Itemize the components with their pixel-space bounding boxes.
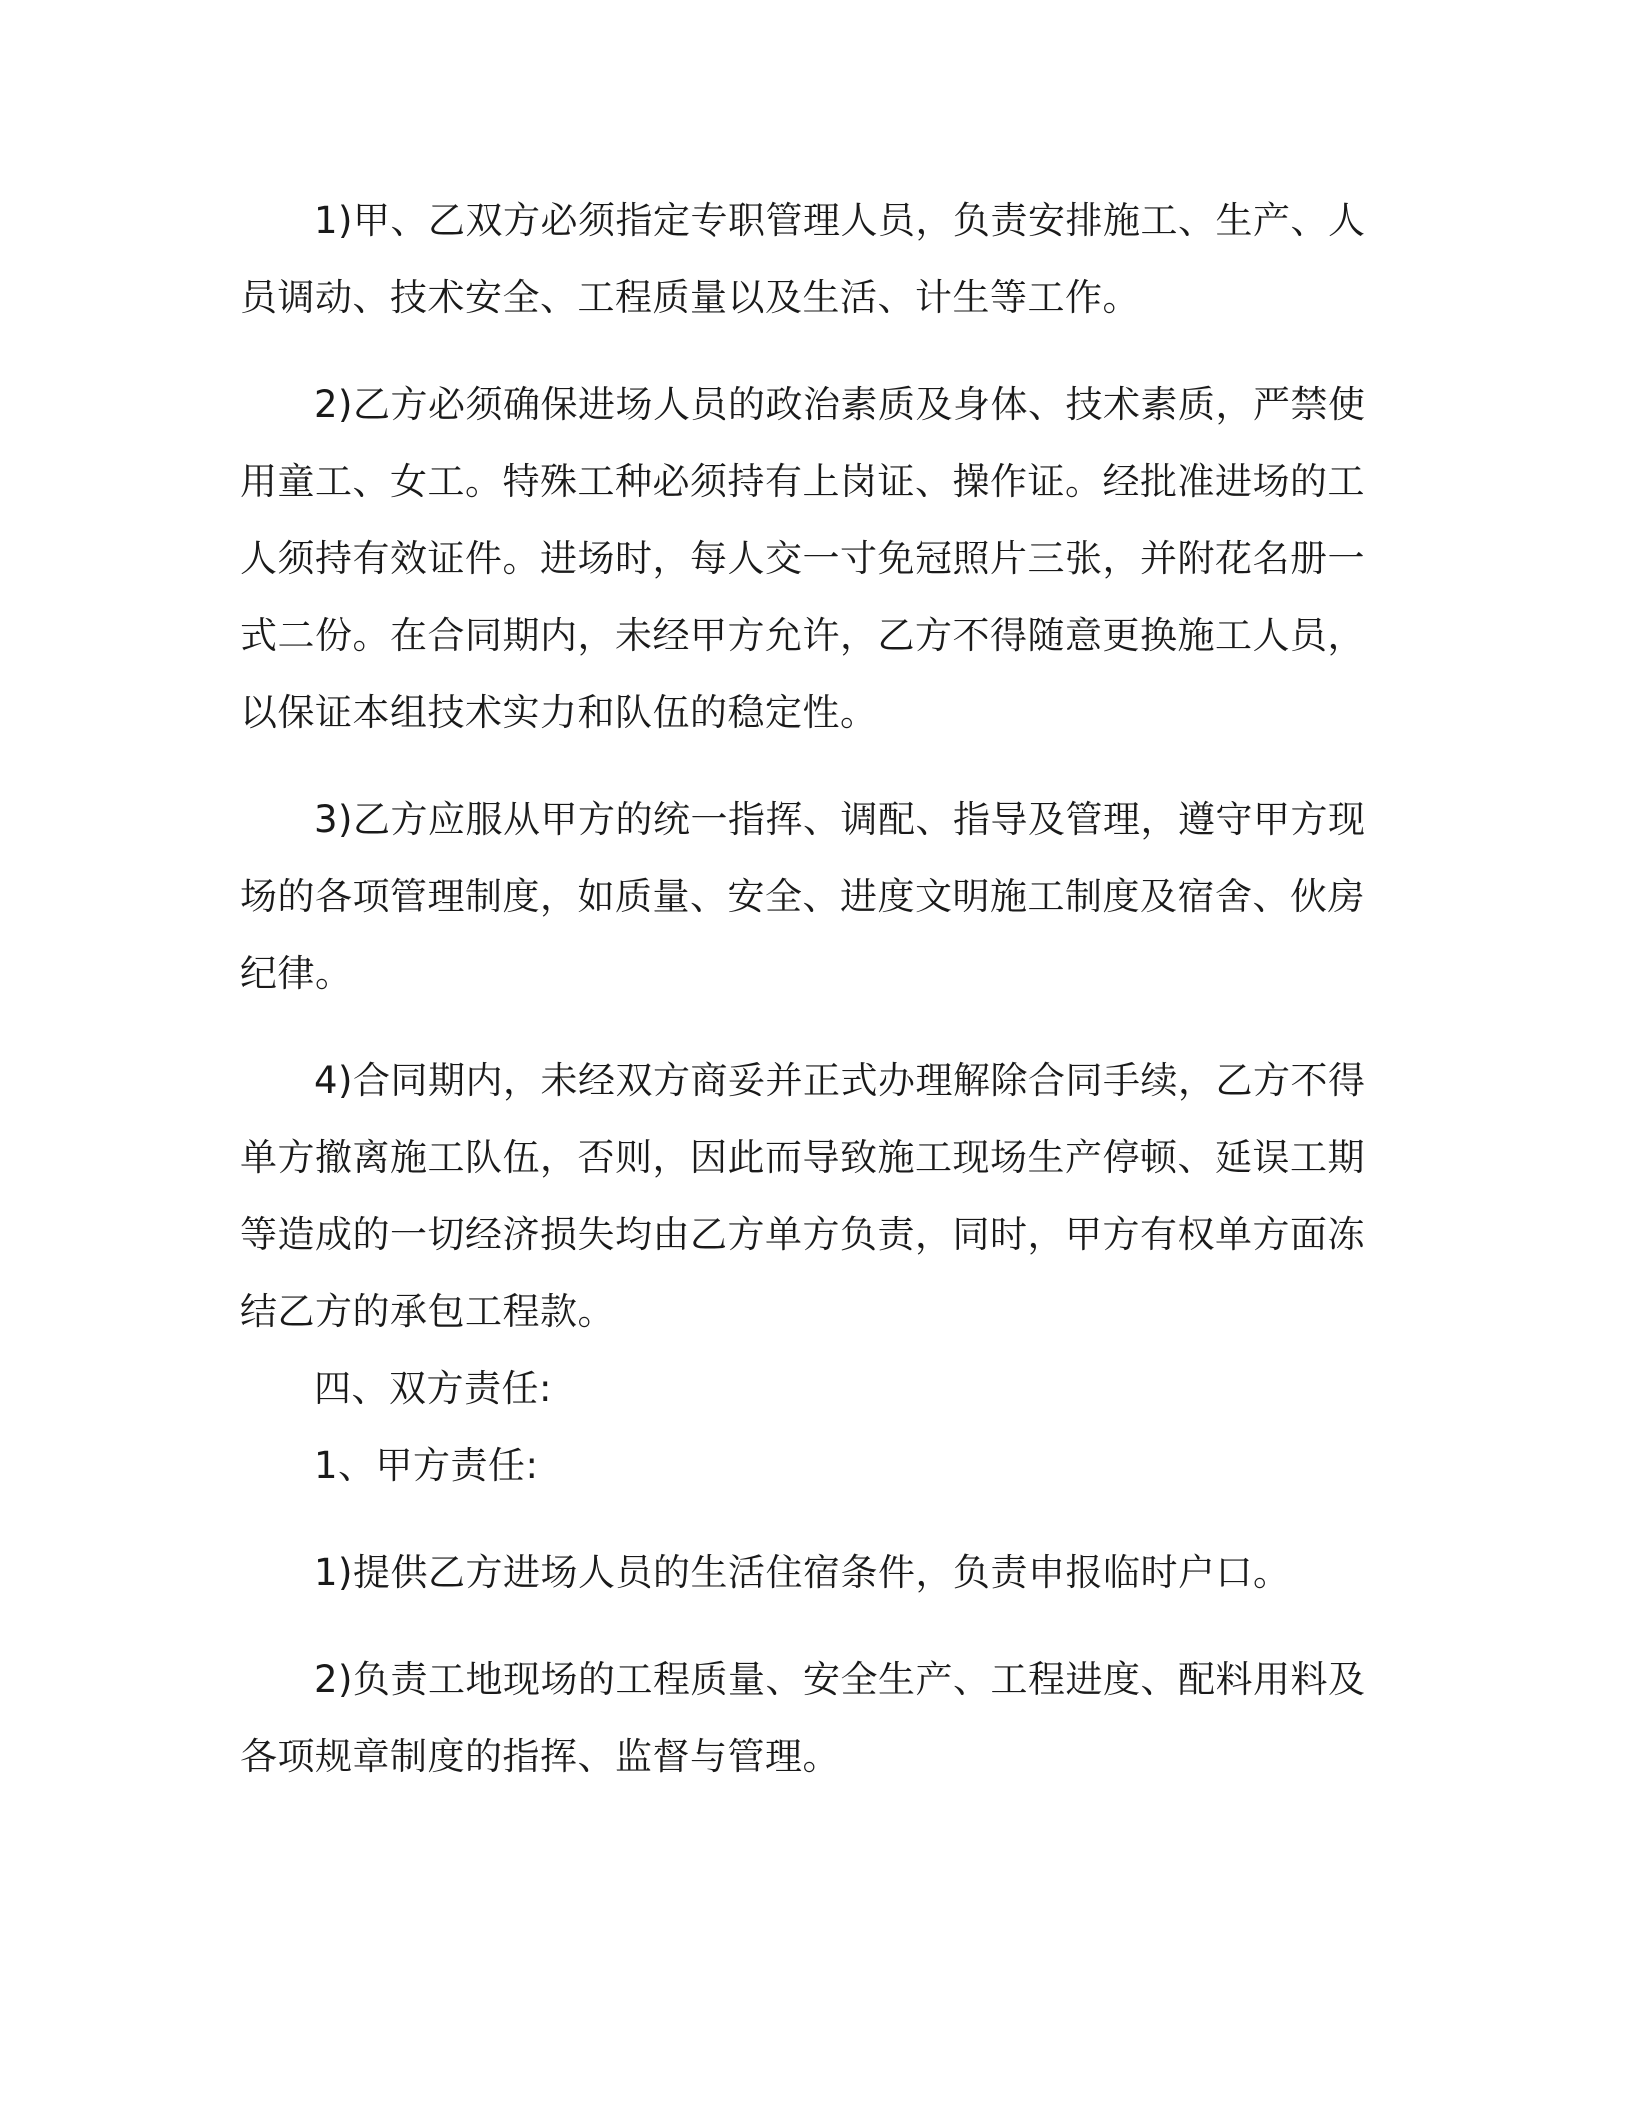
- duty-paragraph-2: 2)负责工地现场的工程质量、安全生产、工程进度、配料用料及各项规章制度的指挥、监督与管理。: [240, 1658, 1366, 1778]
- subsection-heading: 1、甲方责任:: [314, 1444, 539, 1487]
- clause-paragraph-1: 1)甲、乙双方必须指定专职管理人员，负责安排施工、生产、人员调动、技术安全、工程质量以及生活、计生等工作。: [240, 199, 1366, 319]
- document-body: [240, 182, 1380, 1795]
- section-heading: 四、双方责任:: [314, 1367, 552, 1410]
- clause-paragraph-2: 2)乙方必须确保进场人员的政治素质及身体、技术素质，严禁使用童工、女工。特殊工种必须持有上岗证、操作证。经批准进场的工人须持有效证件。进场时，每人交一寸免冠照片三张，并附花名册一式二份。在合同期内，未经甲方允许，乙方不得随意更换施工人员，以保证本组技术实力和队伍的稳定性。: [240, 383, 1366, 734]
- clause-paragraph-4: 4)合同期内，未经双方商妥并正式办理解除合同手续，乙方不得单方撤离施工队伍，否则，因此而导致施工现场生产停顿、延误工期等造成的一切经济损失均由乙方单方负责，同时，甲方有权单方面冻结乙方的承包工程款。: [240, 1059, 1366, 1333]
- clause-paragraph-3: 3)乙方应服从甲方的统一指挥、调配、指导及管理，遵守甲方现场的各项管理制度，如质量、安全、进度文明施工制度及宿舍、伙房纪律。: [240, 798, 1366, 995]
- duty-paragraph-1: 1)提供乙方进场人员的生活住宿条件，负责申报临时户口。: [314, 1551, 1291, 1594]
